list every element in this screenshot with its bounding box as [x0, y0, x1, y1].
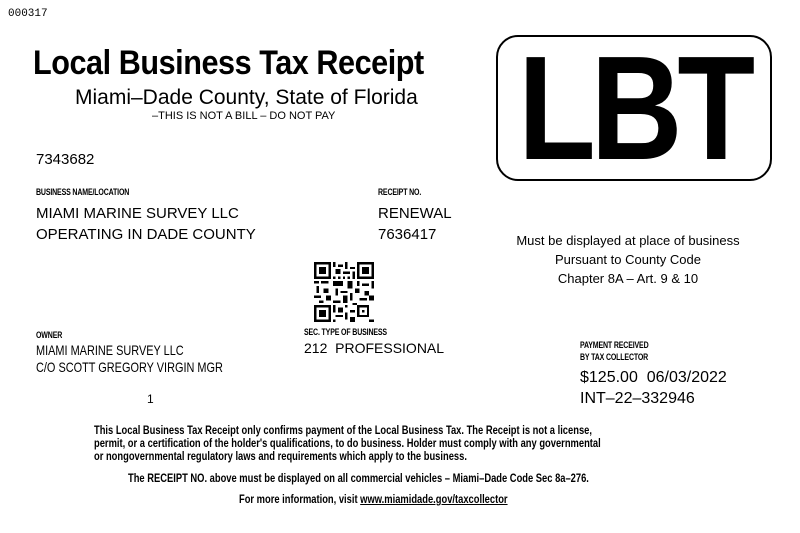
payment-label-line: PAYMENT RECEIVED [580, 340, 649, 350]
document-number: 000317 [8, 8, 48, 20]
business-location: OPERATING IN DADE COUNTY [36, 226, 256, 243]
payment-amount-date: $125.00 06/03/2022 [580, 369, 727, 386]
payment-reference: INT–22–332946 [580, 390, 695, 407]
disclaimer-line: or nongovernmental regulatory laws and requirements which apply to the business. [94, 449, 467, 463]
more-info [239, 492, 508, 506]
tax-collector-link[interactable]: www.miamidade.gov/taxcollector [360, 492, 508, 506]
disclaimer-line: This Local Business Tax Receipt only confirms payment of the Local Business Tax. The Receipt is not a license, [94, 423, 592, 437]
not-a-bill-notice: –THIS IS NOT A BILL – DO NOT PAY [152, 110, 336, 122]
owner-name: MIAMI MARINE SURVEY LLC [36, 342, 184, 358]
receipt-title: Local Business Tax Receipt [33, 44, 424, 82]
account-number: 7343682 [36, 151, 95, 168]
lbt-logo [496, 35, 772, 181]
display-notice-line: Must be displayed at place of business [516, 233, 740, 248]
county-subtitle: Miami–Dade County, State of Florida [75, 86, 418, 109]
qr-code-icon [314, 262, 374, 322]
business-type-value: 212 PROFESSIONAL [304, 340, 445, 356]
receipt-number-label: RECEIPT NO. [378, 187, 422, 197]
payment-label-line: BY TAX COLLECTOR [580, 352, 649, 362]
display-notice [498, 231, 758, 288]
display-notice-line: Pursuant to County Code [555, 252, 701, 267]
disclaimer-line: permit, or a certification of the holder's qualifications, to do business. Holder must comply with any governmental [94, 436, 601, 450]
business-name-label: BUSINESS NAME/LOCATION [36, 187, 130, 197]
business-type-label: SEC. TYPE OF BUSINESS [304, 327, 387, 337]
vehicle-notice: The RECEIPT NO. above must be displayed on all commercial vehicles – Miami–Dade Code Sec 8a–276. [128, 471, 589, 485]
display-notice-line: Chapter 8A – Art. 9 & 10 [557, 271, 699, 286]
owner-label: OWNER [36, 330, 63, 340]
payment-label [580, 339, 649, 363]
receipt-number: 7636417 [378, 226, 437, 243]
lbt-logo-text: LBT [518, 35, 750, 181]
business-block [36, 203, 256, 245]
disclaimer [94, 424, 601, 463]
business-name: MIAMI MARINE SURVEY LLC [36, 205, 239, 222]
receipt-count: 1 [147, 392, 154, 406]
receipt-block [378, 203, 452, 245]
owner-care-of: C/O SCOTT GREGORY VIRGIN MGR [36, 359, 223, 375]
receipt-type: RENEWAL [378, 205, 452, 222]
more-info-text: For more information, visit [239, 492, 361, 506]
owner-block [36, 342, 223, 376]
payment-block [580, 367, 727, 409]
